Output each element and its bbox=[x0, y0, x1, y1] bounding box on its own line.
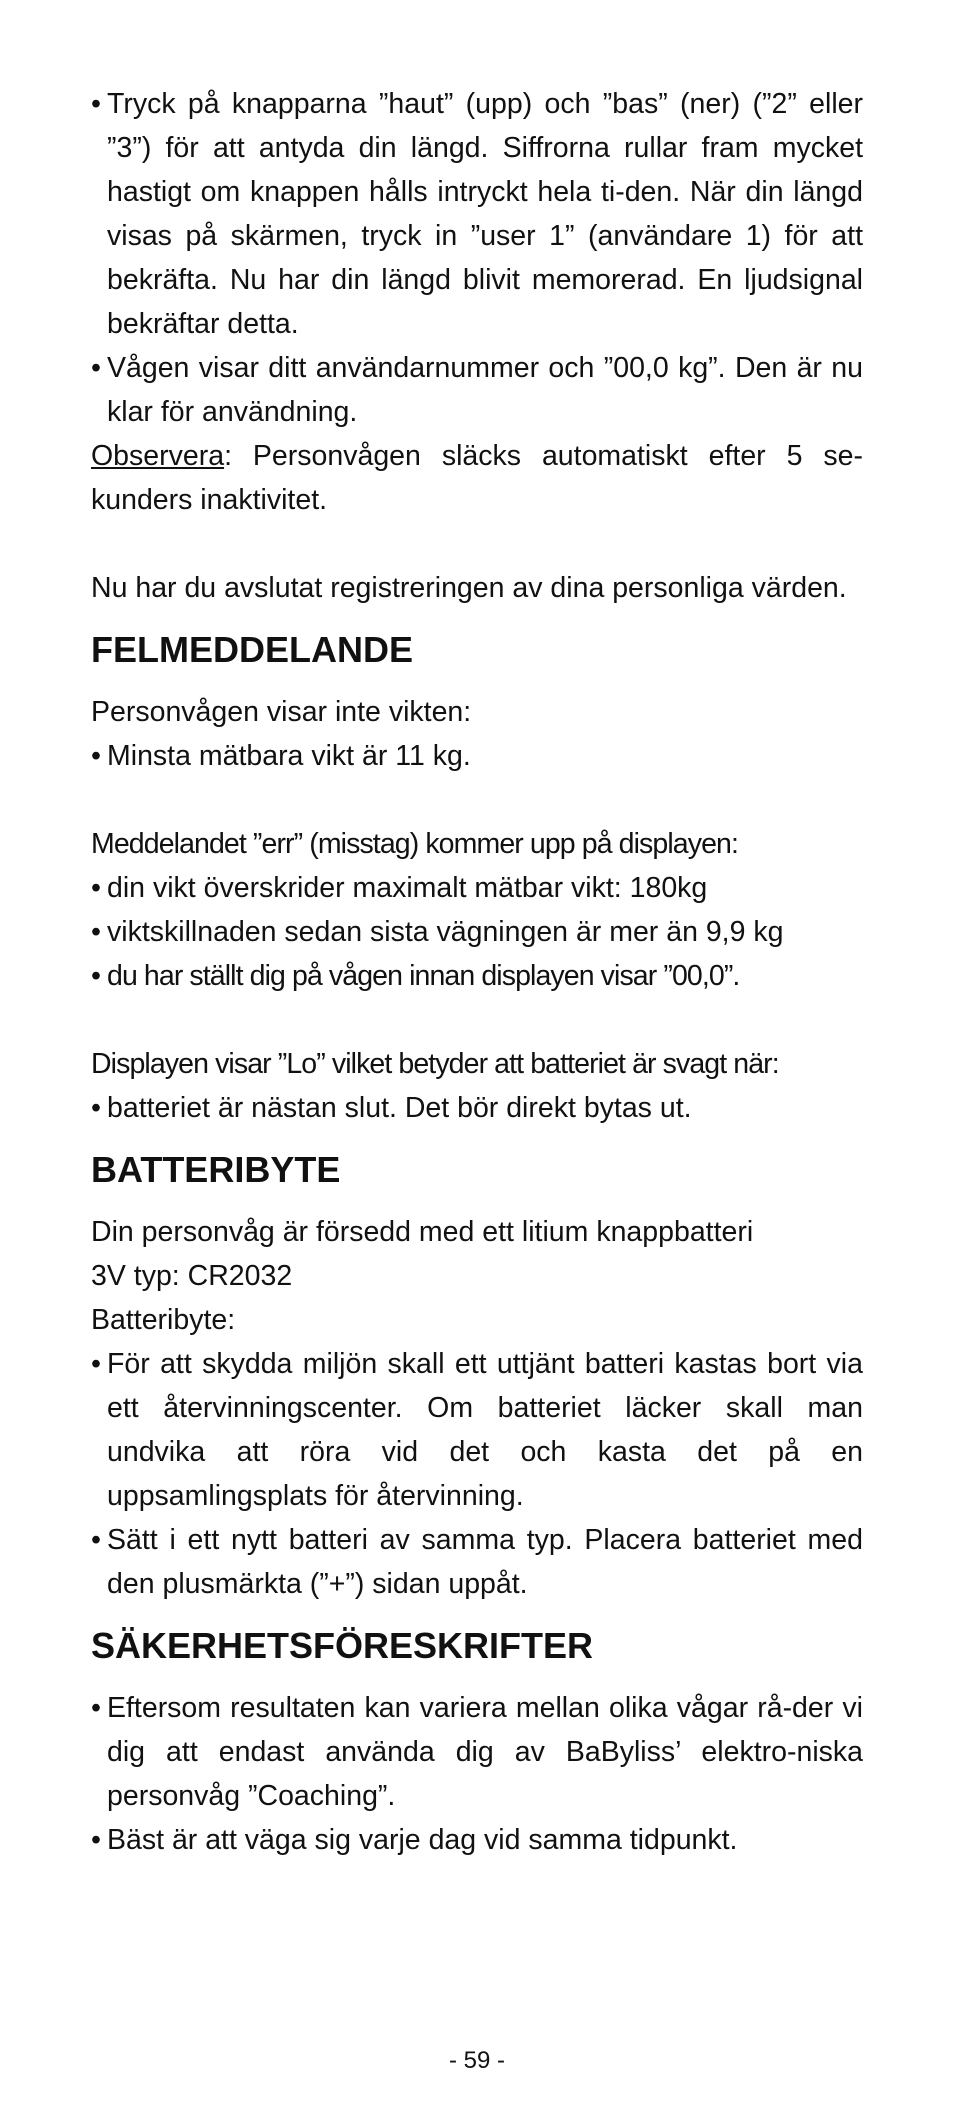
list-item bbox=[91, 1342, 863, 1518]
list-item bbox=[91, 82, 863, 346]
bullet-glyph: • bbox=[91, 352, 101, 384]
bullet-glyph: • bbox=[91, 916, 101, 948]
bullet-text: Tryck på knapparna ”haut” (upp) och ”bas” (ner) (”2” eller ”3”) för att antyda din längd. Siffrorna rullar fram mycket hastigt om knappen hålls intryckt hela ti-den. När din längd visas på skärmen, tryck in ”user 1” (användare 1) för att bekräfta. Nu har din längd blivit memorerad. En ljudsignal bekräftar detta. bbox=[107, 88, 863, 340]
list-item bbox=[91, 1086, 863, 1130]
bullet-text: viktskillnaden sedan sista vägningen är mer än 9,9 kg bbox=[107, 916, 784, 948]
bullet-glyph: • bbox=[91, 88, 101, 120]
battery-heading-block bbox=[91, 1130, 863, 1210]
section-heading-safety: SÄKERHETSFÖRESKRIFTER bbox=[91, 1625, 594, 1666]
note-label: Observera bbox=[91, 440, 225, 472]
bullet-glyph: • bbox=[91, 1692, 101, 1724]
section-heading-battery: BATTERIBYTE bbox=[91, 1149, 341, 1190]
safety-heading-block bbox=[91, 1606, 863, 1686]
bullet-text: Minsta mätbara vikt är 11 kg. bbox=[107, 740, 471, 772]
page-number: - 59 - bbox=[448, 2047, 505, 2074]
spacer bbox=[91, 778, 863, 822]
error-intro-1: Personvågen visar inte vikten: bbox=[91, 696, 472, 728]
bullet-text: din vikt överskrider maximalt mätbar vikt: 180kg bbox=[107, 872, 708, 904]
list-item bbox=[91, 954, 863, 998]
bullet-text: batteriet är nästan slut. Det bör direkt bytas ut. bbox=[107, 1092, 692, 1124]
bullet-glyph: • bbox=[91, 960, 101, 992]
bullet-glyph: • bbox=[91, 740, 101, 772]
spacer bbox=[91, 998, 863, 1042]
summary-paragraph: Nu har du avslutat registreringen av dina personliga värden. bbox=[91, 572, 847, 604]
bullet-text: Sätt i ett nytt batteri av samma typ. Placera batteriet med den plusmärkta (”+”) sidan uppåt. bbox=[107, 1524, 863, 1600]
note-text: : Personvågen släcks automatiskt efter 5 se-kunders inaktivitet. bbox=[91, 440, 863, 516]
bullet-text: För att skydda miljön skall ett uttjänt batteri kastas bort via ett återvinningscenter. Om batteriet läcker skall man undvika att röra vid det och kasta det på en uppsamlingsplats för återvinning. bbox=[107, 1348, 863, 1512]
list-item bbox=[91, 1818, 863, 1862]
list-item bbox=[91, 1518, 863, 1606]
battery-line-1: Din personvåg är försedd med ett litium knappbatteri bbox=[91, 1216, 754, 1248]
section-heading-error: FELMEDDELANDE bbox=[91, 629, 413, 670]
battery-line-3: Batteribyte: bbox=[91, 1304, 236, 1336]
bullet-text: du har ställt dig på vågen innan displayen visar ”00,0”. bbox=[107, 960, 740, 992]
list-item bbox=[91, 910, 863, 954]
bullet-text: Eftersom resultaten kan variera mellan olika vågar rå-der vi dig att endast använda dig av BaByliss’ elektro-niska personvåg ”Coaching”. bbox=[107, 1692, 863, 1812]
page-content bbox=[91, 82, 863, 1862]
list-item bbox=[91, 866, 863, 910]
bullet-glyph: • bbox=[91, 1524, 101, 1556]
battery-line-2: 3V typ: CR2032 bbox=[91, 1260, 293, 1292]
bullet-glyph: • bbox=[91, 872, 101, 904]
error-heading-block bbox=[91, 610, 863, 690]
spacer bbox=[91, 522, 863, 566]
list-item bbox=[91, 734, 863, 778]
bullet-glyph: • bbox=[91, 1348, 101, 1380]
note-paragraph bbox=[91, 434, 863, 522]
bullet-text: Bäst är att väga sig varje dag vid samma tidpunkt. bbox=[107, 1824, 738, 1856]
bullet-text: Vågen visar ditt användarnummer och ”00,0 kg”. Den är nu klar för användning. bbox=[107, 352, 863, 428]
list-item bbox=[91, 1686, 863, 1818]
bullet-glyph: • bbox=[91, 1824, 101, 1856]
list-item bbox=[91, 346, 863, 434]
error-intro-3: Displayen visar ”Lo” vilket betyder att batteriet är svagt när: bbox=[91, 1048, 779, 1080]
error-intro-2: Meddelandet ”err” (misstag) kommer upp på displayen: bbox=[91, 828, 738, 860]
bullet-glyph: • bbox=[91, 1092, 101, 1124]
